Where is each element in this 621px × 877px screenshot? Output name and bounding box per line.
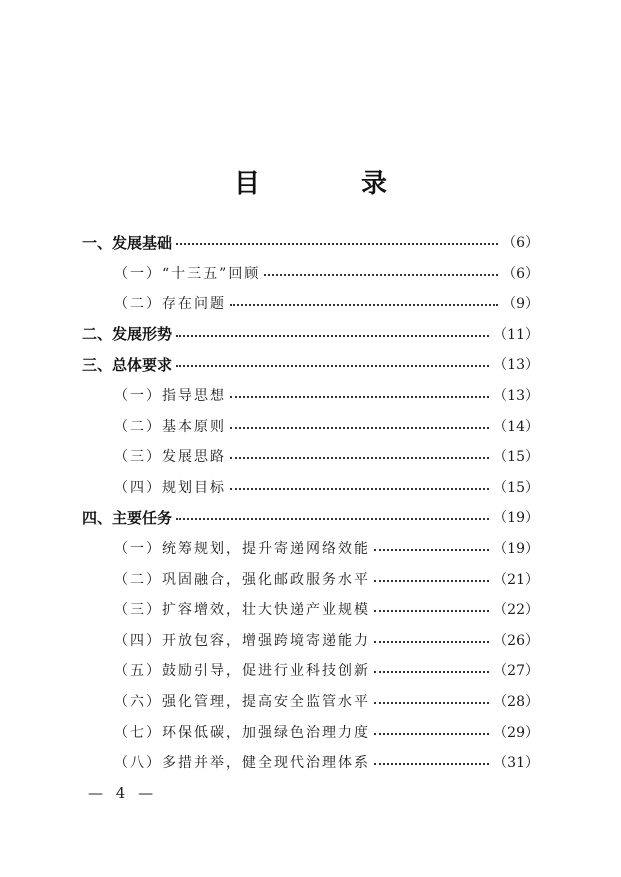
- toc-entry[interactable]: [0, 597, 621, 621]
- toc-title: 目 录: [233, 169, 434, 199]
- toc-entry[interactable]: [0, 628, 621, 652]
- toc-leader-dots: [230, 457, 489, 459]
- toc-leader-dots: [374, 610, 489, 612]
- toc-leader-dots: [374, 549, 489, 551]
- toc-leader-dots: [374, 702, 489, 704]
- toc-entry-page: （15）: [493, 479, 539, 496]
- toc-entry-text: （三）扩容增效，壮大快递产业规模: [114, 602, 370, 619]
- toc-entry-text: 一、发展基础: [82, 233, 173, 252]
- toc-leader-dots: [176, 243, 498, 245]
- toc-entry-page: （26）: [493, 632, 539, 649]
- toc-entry-text: （八）多措并举，健全现代治理体系: [114, 755, 370, 772]
- toc-entry-page: （19）: [493, 510, 539, 527]
- toc-entry-text: （三）发展思路: [114, 449, 226, 466]
- toc-entry-page: （13）: [493, 357, 539, 374]
- toc-leader-dots: [176, 335, 489, 337]
- toc-leader-dots: [374, 580, 489, 582]
- toc-entry-page: （6）: [502, 235, 539, 251]
- toc-leader-dots: [230, 427, 489, 429]
- toc-leader-dots: [176, 518, 489, 520]
- toc-entry[interactable]: [0, 505, 621, 529]
- toc-entry-text: （七）环保低碳，加强绿色治理力度: [114, 724, 370, 741]
- toc-entry-text: （四）规划目标: [114, 479, 226, 496]
- toc-leader-dots: [264, 274, 498, 276]
- toc-entry-page: （31）: [493, 755, 539, 772]
- toc-leader-dots: [374, 641, 489, 643]
- toc-entry[interactable]: [0, 291, 621, 315]
- toc-entry-text: 二、发展形势: [82, 325, 173, 344]
- toc-entry[interactable]: [0, 536, 621, 560]
- toc-entry-text: （二）存在问题: [114, 296, 226, 313]
- toc-entry-page: （22）: [493, 602, 539, 619]
- toc-entry[interactable]: [0, 689, 621, 713]
- toc-entry[interactable]: [0, 230, 621, 254]
- toc-entry-page: （9）: [502, 296, 539, 313]
- toc-entry[interactable]: [0, 567, 621, 591]
- toc-entry[interactable]: [0, 383, 621, 407]
- toc-entry-text: 三、总体要求: [82, 355, 173, 374]
- toc-entry-text: （二）基本原则: [114, 418, 226, 435]
- toc-entry-page: （11）: [493, 326, 539, 343]
- toc-entry-text: （一）指导思想: [114, 388, 226, 404]
- toc-entry-page: （15）: [493, 449, 539, 466]
- toc-entry-page: （21）: [493, 571, 539, 588]
- toc-entry-page: （19）: [493, 541, 539, 557]
- toc-entry-text: （二）巩固融合，强化邮政服务水平: [114, 571, 370, 588]
- toc-leader-dots: [374, 763, 489, 765]
- toc-entry[interactable]: [0, 322, 621, 346]
- toc-entry[interactable]: [0, 658, 621, 682]
- toc-entry[interactable]: [0, 475, 621, 499]
- toc-entry-page: （6）: [502, 265, 539, 282]
- toc-entry[interactable]: [0, 720, 621, 744]
- toc-leader-dots: [374, 671, 489, 673]
- toc-entry-text: （五）鼓励引导，促进行业科技创新: [114, 663, 370, 680]
- toc-entry-page: （27）: [493, 663, 539, 680]
- toc-leader-dots: [176, 365, 489, 367]
- toc-entry[interactable]: [0, 261, 621, 285]
- page-number-footer: — 4 —: [88, 784, 158, 802]
- toc-entry[interactable]: [0, 750, 621, 774]
- toc-entry-text: （一）“十三五”回顾: [114, 265, 261, 282]
- toc-entry-page: （28）: [493, 694, 539, 710]
- toc-leader-dots: [230, 304, 498, 306]
- toc-leader-dots: [230, 488, 489, 490]
- toc-entry[interactable]: [0, 414, 621, 438]
- toc-entry-text: （四）开放包容，增强跨境寄递能力: [114, 632, 370, 649]
- toc-leader-dots: [374, 733, 489, 735]
- toc-entry-page: （14）: [493, 418, 539, 435]
- toc-entry[interactable]: [0, 444, 621, 468]
- toc-entry-page: （29）: [493, 724, 539, 741]
- toc-leader-dots: [230, 396, 489, 398]
- toc-entry-text: 四、主要任务: [82, 508, 173, 527]
- toc-entry-text: （一）统筹规划，提升寄递网络效能: [114, 541, 370, 557]
- toc-entry-text: （六）强化管理，提高安全监管水平: [114, 694, 370, 710]
- toc-entry-page: （13）: [493, 388, 539, 404]
- toc-entry[interactable]: [0, 352, 621, 376]
